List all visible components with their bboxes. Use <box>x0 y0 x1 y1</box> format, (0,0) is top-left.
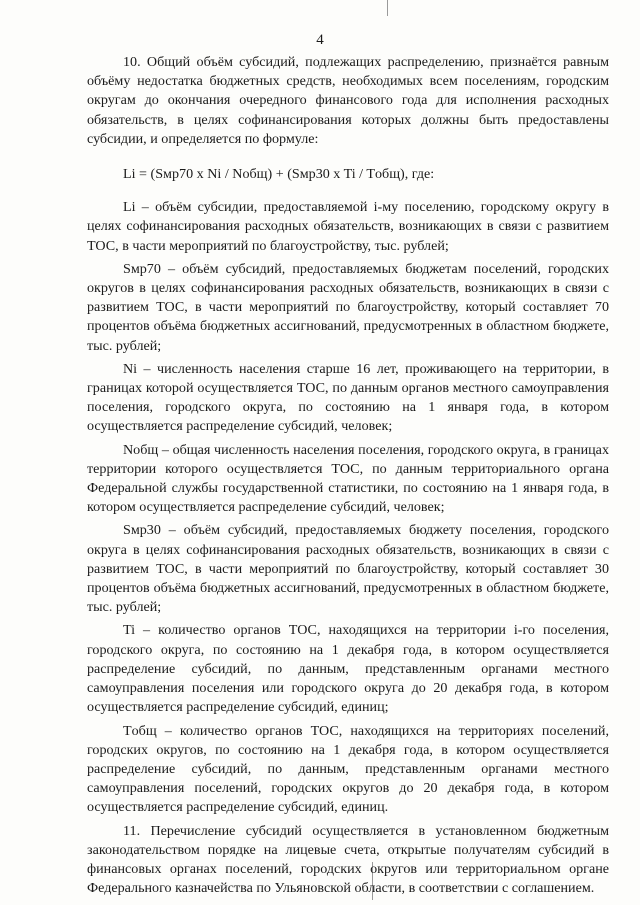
definition-li: Li – объём субсидии, предоставляемой i-му поселению, городскому округу в целях софинансирования расходных обязательств, возникающих в связи с развитием ТОС, в части мероприятий по благоустройству, тыс. рублей; <box>87 199 609 254</box>
definition-nobsch: Nобщ – общая численность населения поселения, городского округа, в границах территории которого осуществляется ТОС, по данным территориального органа Федеральной службы государственной статистики, по состоянию на 1 января года, в котором осуществляется распределение субсидий, человек; <box>87 441 609 516</box>
document-body <box>87 53 609 898</box>
paragraph-11: 11. Перечисление субсидий осуществляется в установленном бюджетным законодательством порядке на лицевые счета, открытые получателям субсидий в финансовых органах поселений, городских округов или территориальном органе Федерального казначейства по Ульяновской области, в соответствии с соглашением. <box>87 822 609 897</box>
page-number: 4 <box>316 32 324 48</box>
definition-smr70: Sмр70 – объём субсидий, предоставляемых бюджетам поселений, городских округов в целях софинансирования расходных обязательств, возникающих в связи с развитием ТОС, в части мероприятий по благоустройству, который составляет 70 процентов объёма бюджетных ассигнований, предусмотренных в областном бюджете, тыс. рублей; <box>87 260 609 354</box>
definition-smr30: Sмр30 – объём субсидий, предоставляемых бюджету поселения, городского округа в целях софинансирования расходных обязательств, возникающих в связи с развитием ТОС, в части мероприятий по благоустройству, который составляет 30 процентов объёма бюджетных ассигнований, предусмотренных в областном бюджете, тыс. рублей; <box>87 522 609 616</box>
definition-ti: Ti – количество органов ТОС, находящихся на территории i-го поселения, городского округа, по состоянию на 1 декабря года, в котором осуществляется распределение субсидий, по данным, представленным органами местного самоуправления поселения или городского округа до 20 декабря года, в котором осуществляется распределение субсидий, единиц; <box>87 622 609 716</box>
scan-artifact-top <box>387 0 388 16</box>
definition-tobsch: Tобщ – количество органов ТОС, находящихся на территориях поселений, городских округов, по состоянию на 1 декабря года, в котором осуществляется распределение субсидий, по данным, представленным органами местного самоуправления поселений, городских округов до 20 декабря года, в котором осуществляется распределение субсидий, единиц. <box>87 722 609 816</box>
definition-ni: Ni – численность населения старше 16 лет, проживающего на территории, в границах которой осуществляется ТОС, по данным органов местного самоуправления поселения, городского округа, по состоянию на 1 января года, в котором осуществляется распределение субсидий, человек; <box>87 360 609 435</box>
paragraph-10: 10. Общий объём субсидий, подлежащих распределению, признаётся равным объёму недостатка бюджетных средств, необходимых всем поселениям, городским округам до окончания очередного финансового года для исполнения расходных обязательств, в целях софинансирования которых должны быть предоставлены субсидии, и определяется по формуле: <box>87 54 609 147</box>
formula: Li = (Sмр70 x Ni / Nобщ) + (Sмр30 x Ti / Tобщ), где: <box>123 166 435 183</box>
